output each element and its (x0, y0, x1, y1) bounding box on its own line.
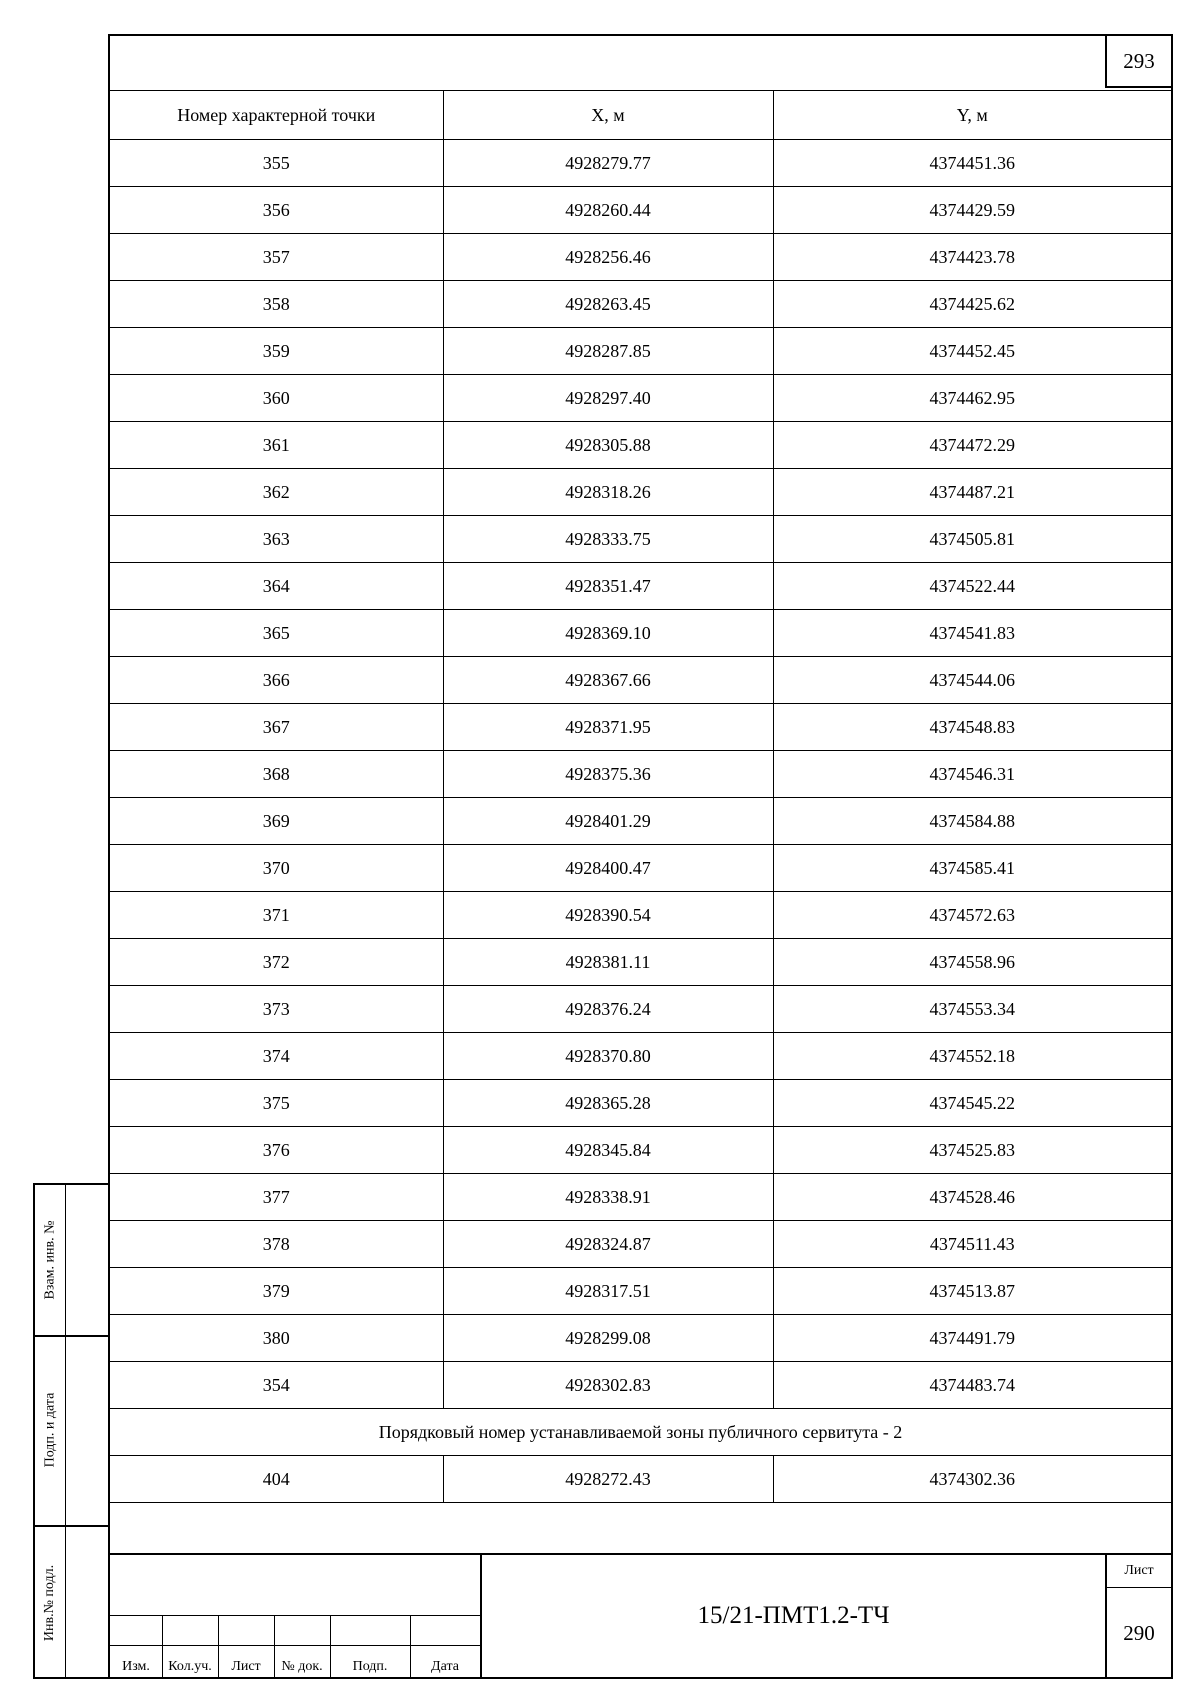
cell-y: 4374302.36 (773, 1456, 1171, 1503)
cell-point-number: 373 (110, 986, 443, 1033)
table-row (110, 187, 1171, 234)
cell-point-number: 371 (110, 892, 443, 939)
cell-x: 4928338.91 (443, 1174, 773, 1221)
cell-x: 4928333.75 (443, 516, 773, 563)
cell-y: 4374525.83 (773, 1127, 1171, 1174)
col-doc-no: № док. (281, 1659, 323, 1674)
section-title: Порядковый номер устанавливаемой зоны публичного сервитута - 2 (110, 1409, 1171, 1456)
table-row (110, 798, 1171, 845)
cell-x: 4928317.51 (443, 1268, 773, 1315)
table-row (110, 939, 1171, 986)
table-row (110, 469, 1171, 516)
cell-x: 4928345.84 (443, 1127, 773, 1174)
table-row (110, 1127, 1171, 1174)
cell-point-number: 361 (110, 422, 443, 469)
cell-x: 4928302.83 (443, 1362, 773, 1409)
table-row (110, 140, 1171, 187)
table-row (110, 422, 1171, 469)
side-label-vzam-inv: Взам. инв. № (42, 1220, 57, 1300)
cell-y: 4374545.22 (773, 1080, 1171, 1127)
cell-point-number: 377 (110, 1174, 443, 1221)
cell-x: 4928367.66 (443, 657, 773, 704)
cell-x: 4928263.45 (443, 281, 773, 328)
cell-x: 4928381.11 (443, 939, 773, 986)
cell-y: 4374584.88 (773, 798, 1171, 845)
col-list: Лист (231, 1659, 261, 1674)
cell-x: 4928369.10 (443, 610, 773, 657)
cell-point-number: 404 (110, 1456, 443, 1503)
table-row (110, 516, 1171, 563)
cell-y: 4374451.36 (773, 140, 1171, 187)
sheet-label: Лист (1107, 1555, 1171, 1588)
cell-y: 4374505.81 (773, 516, 1171, 563)
cell-y: 4374585.41 (773, 845, 1171, 892)
cell-point-number: 368 (110, 751, 443, 798)
sheet-box (1105, 1555, 1171, 1679)
table-row (110, 986, 1171, 1033)
cell-point-number: 364 (110, 563, 443, 610)
cell-x: 4928299.08 (443, 1315, 773, 1362)
cell-y: 4374511.43 (773, 1221, 1171, 1268)
cell-x: 4928401.29 (443, 798, 773, 845)
cell-point-number: 379 (110, 1268, 443, 1315)
cell-y: 4374541.83 (773, 610, 1171, 657)
side-label-inv-podl: Инв.№ подл. (42, 1564, 57, 1642)
cell-y: 4374546.31 (773, 751, 1171, 798)
cell-point-number: 369 (110, 798, 443, 845)
cell-y: 4374429.59 (773, 187, 1171, 234)
sheet-number: 290 (1123, 1620, 1155, 1645)
col-kol-uch: Кол.уч. (168, 1659, 212, 1674)
table-row (110, 657, 1171, 704)
table-row (110, 1315, 1171, 1362)
revision-grid (110, 1553, 480, 1677)
section-row (110, 1409, 1171, 1456)
cell-point-number: 372 (110, 939, 443, 986)
cell-point-number: 375 (110, 1080, 443, 1127)
cell-y: 4374423.78 (773, 234, 1171, 281)
cell-y: 4374544.06 (773, 657, 1171, 704)
cell-point-number: 374 (110, 1033, 443, 1080)
table-row (110, 1456, 1171, 1503)
cell-y: 4374472.29 (773, 422, 1171, 469)
cell-y: 4374491.79 (773, 1315, 1171, 1362)
cell-y: 4374487.21 (773, 469, 1171, 516)
table-row (110, 1033, 1171, 1080)
table-row (110, 1080, 1171, 1127)
cell-point-number: 360 (110, 375, 443, 422)
cell-y: 4374548.83 (773, 704, 1171, 751)
table-row (110, 1174, 1171, 1221)
table-row (110, 375, 1171, 422)
cell-y: 4374572.63 (773, 892, 1171, 939)
drawing-frame (108, 34, 1173, 1679)
side-label-podp-data: Подп. и дата (42, 1392, 58, 1468)
table-row (110, 1268, 1171, 1315)
table-header-row (110, 91, 1171, 140)
cell-x: 4928260.44 (443, 187, 773, 234)
cell-y: 4374528.46 (773, 1174, 1171, 1221)
cell-point-number: 355 (110, 140, 443, 187)
cell-point-number: 380 (110, 1315, 443, 1362)
cell-point-number: 354 (110, 1362, 443, 1409)
cell-point-number: 366 (110, 657, 443, 704)
cell-y: 4374558.96 (773, 939, 1171, 986)
cell-x: 4928305.88 (443, 422, 773, 469)
cell-x: 4928371.95 (443, 704, 773, 751)
cell-x: 4928400.47 (443, 845, 773, 892)
table-row (110, 892, 1171, 939)
cell-point-number: 376 (110, 1127, 443, 1174)
cell-x: 4928297.40 (443, 375, 773, 422)
header-x: X, м (443, 91, 773, 140)
cell-point-number: 367 (110, 704, 443, 751)
table-row (110, 1221, 1171, 1268)
table-row (110, 328, 1171, 375)
header-point-number: Номер характерной точки (110, 91, 443, 140)
header-y: Y, м (773, 91, 1171, 140)
table-row (110, 234, 1171, 281)
cell-y: 4374553.34 (773, 986, 1171, 1033)
cell-x: 4928287.85 (443, 328, 773, 375)
cell-y: 4374452.45 (773, 328, 1171, 375)
table-body (110, 140, 1171, 1503)
cell-x: 4928376.24 (443, 986, 773, 1033)
table-row (110, 563, 1171, 610)
col-podp: Подп. (352, 1659, 388, 1674)
cell-x: 4928318.26 (443, 469, 773, 516)
cell-x: 4928324.87 (443, 1221, 773, 1268)
cell-x: 4928370.80 (443, 1033, 773, 1080)
cell-point-number: 370 (110, 845, 443, 892)
cell-x: 4928375.36 (443, 751, 773, 798)
cell-point-number: 363 (110, 516, 443, 563)
cell-y: 4374462.95 (773, 375, 1171, 422)
cell-y: 4374425.62 (773, 281, 1171, 328)
coordinates-table (110, 90, 1171, 1503)
cell-x: 4928365.28 (443, 1080, 773, 1127)
document-code: 15/21-ПМТ1.2-ТЧ (480, 1555, 1105, 1677)
cell-point-number: 358 (110, 281, 443, 328)
cell-point-number: 357 (110, 234, 443, 281)
cell-point-number: 356 (110, 187, 443, 234)
table-row (110, 845, 1171, 892)
cell-y: 4374522.44 (773, 563, 1171, 610)
cell-y: 4374483.74 (773, 1362, 1171, 1409)
table-row (110, 281, 1171, 328)
cell-x: 4928272.43 (443, 1456, 773, 1503)
table-row (110, 1362, 1171, 1409)
table-row (110, 751, 1171, 798)
cell-point-number: 378 (110, 1221, 443, 1268)
cell-point-number: 359 (110, 328, 443, 375)
cell-y: 4374513.87 (773, 1268, 1171, 1315)
cell-x: 4928279.77 (443, 140, 773, 187)
title-block (110, 1553, 1171, 1677)
cell-x: 4928351.47 (443, 563, 773, 610)
table-row (110, 610, 1171, 657)
cell-point-number: 365 (110, 610, 443, 657)
table-row (110, 704, 1171, 751)
cell-x: 4928256.46 (443, 234, 773, 281)
col-izm: Изм. (122, 1659, 150, 1674)
cell-y: 4374552.18 (773, 1033, 1171, 1080)
cell-point-number: 362 (110, 469, 443, 516)
cell-x: 4928390.54 (443, 892, 773, 939)
col-data: Дата (431, 1659, 459, 1674)
page-number: 293 (1105, 36, 1171, 88)
side-stamp (33, 1183, 108, 1679)
